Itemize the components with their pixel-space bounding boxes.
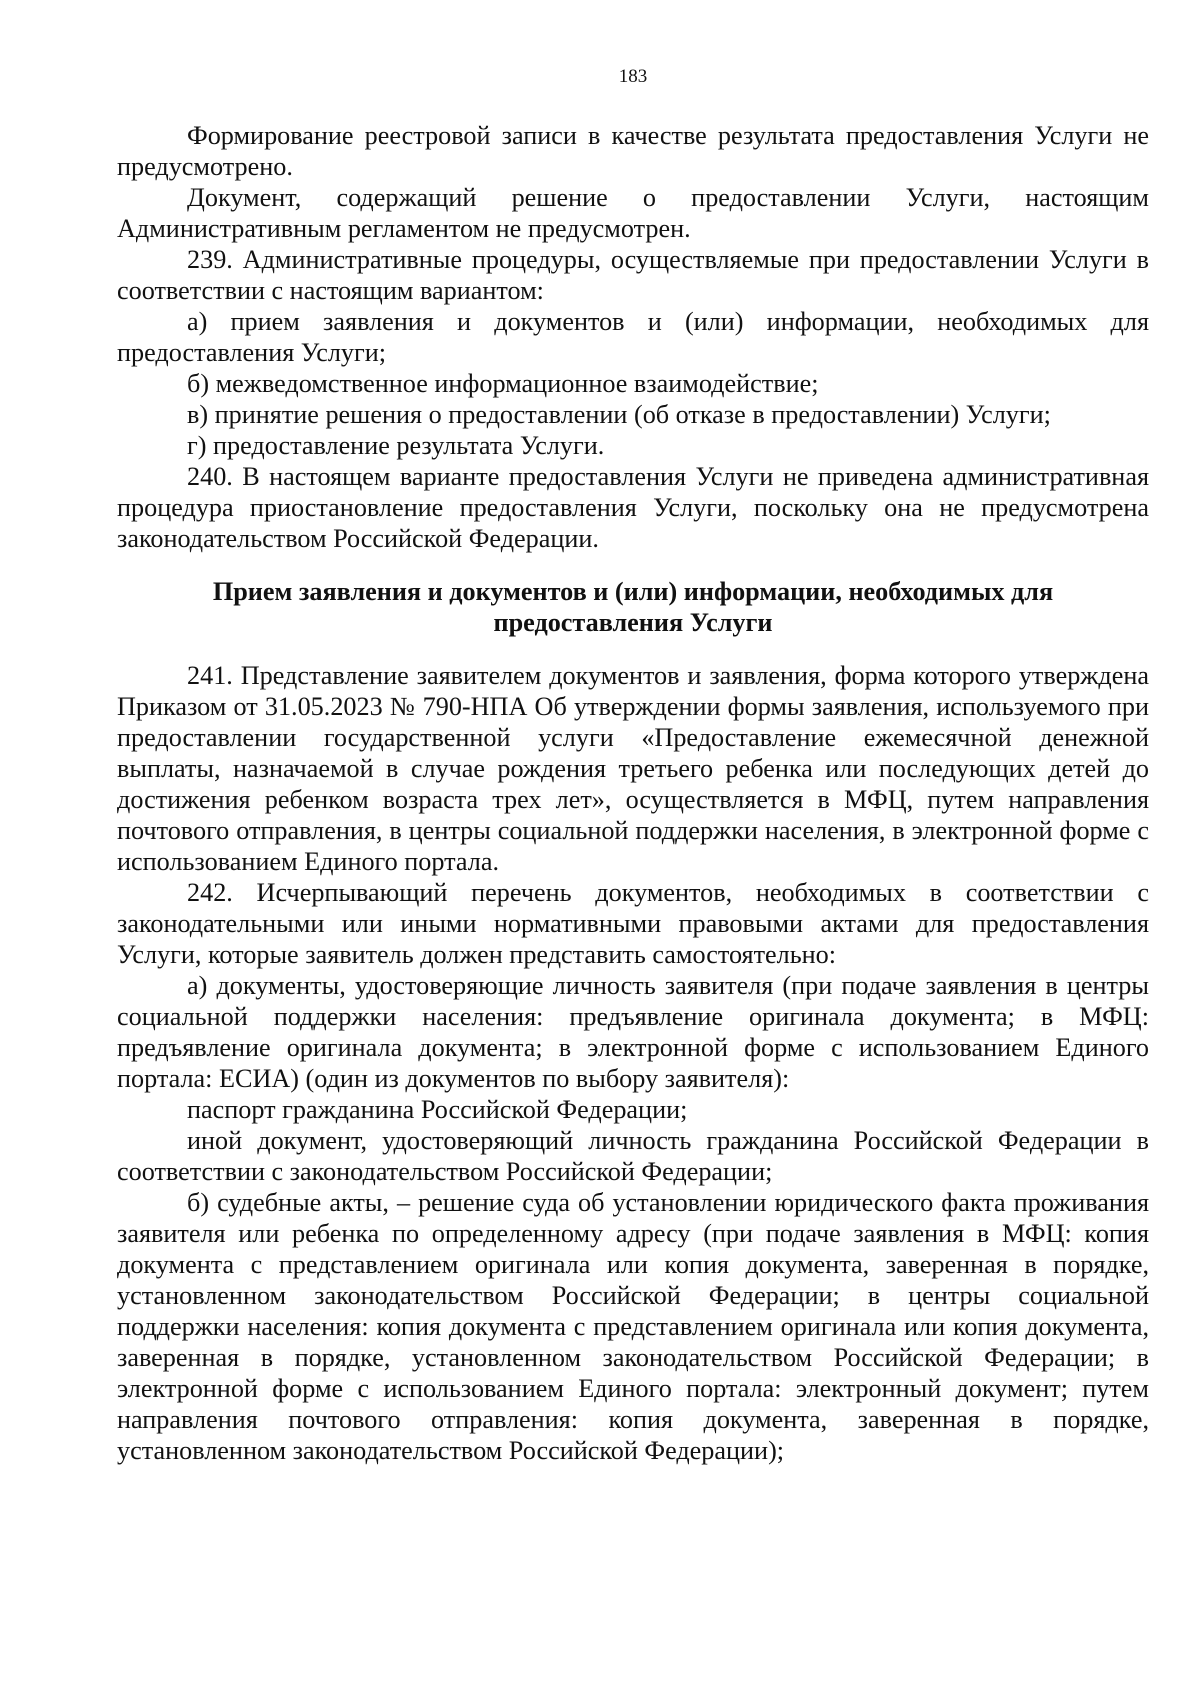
list-item-identity-docs: а) документы, удостоверяющие личность заявителя (при подаче заявления в центры социальной поддержки населения: предъявление оригинала документа; в МФЦ: предъявление оригинала документа; в электронной форме с использованием Единого портала: ЕСИА) (один из документов по выбору заявителя): (117, 971, 1149, 1093)
paragraph-240: 240. В настоящем варианте предоставления Услуги не приведена административная процедура приостановление предоставления Услуги, поскольку она не предусмотрена законодательством Российской Федерации. (117, 462, 1149, 553)
section-heading: Прием заявления и документов и (или) информации, необходимых для предоставления Услуги (212, 577, 1054, 637)
paragraph-239: 239. Административные процедуры, осуществляемые при предоставлении Услуги в соответствии с настоящим вариантом: (117, 245, 1149, 305)
list-item-v: в) принятие решения о предоставлении (об отказе в предоставлении) Услуги; (187, 400, 1051, 429)
list-item-court-acts: б) судебные акты, – решение суда об установлении юридического факта проживания заявителя или ребенка по определенному адресу (при подаче заявления в МФЦ: копия документа с представлением оригинала или копия документа, заверенная в порядке, установленном законодательством Российской Федерации; в центры социальной поддержки населения: копия документа с представлением оригинала или копия документа, заверенная в порядке, установленном законодательством Российской Федерации; в электронной форме с использованием Единого портала: электронный документ; путем направления почтового отправления: копия документа, заверенная в порядке, установленном законодательством Российской Федерации); (117, 1188, 1149, 1465)
paragraph-241: 241. Представление заявителем документов и заявления, форма которого утверждена Приказом от 31.05.2023 № 790-НПА Об утверждении формы заявления, используемого при предоставлении государственной услуги «Предоставление ежемесячной денежной выплаты, назначаемой в случае рождения третьего ребенка или последующих детей до достижения ребенком возраста трех лет», осуществляется в МФЦ, путем направления почтового отправления, в центры социальной поддержки населения, в электронной форме с использованием Единого портала. (117, 661, 1149, 876)
document-body (117, 120, 1149, 1466)
list-item-a: а) прием заявления и документов и (или) информации, необходимых для предоставления Услуги; (117, 307, 1149, 367)
list-item-b: б) межведомственное информационное взаимодействие; (187, 369, 819, 398)
list-item-other-id: иной документ, удостоверяющий личность гражданина Российской Федерации в соответствии с законодательством Российской Федерации; (117, 1126, 1149, 1186)
list-item-passport: паспорт гражданина Российской Федерации; (187, 1095, 688, 1124)
list-item-g: г) предоставление результата Услуги. (187, 431, 605, 460)
paragraph-242: 242. Исчерпывающий перечень документов, необходимых в соответствии с законодательными или иными нормативными правовыми актами для предоставления Услуги, которые заявитель должен представить самостоятельно: (117, 878, 1149, 969)
paragraph-decision-document: Документ, содержащий решение о предоставлении Услуги, настоящим Административным регламентом не предусмотрен. (117, 183, 1149, 243)
page-number: 183 (618, 66, 648, 87)
paragraph-registry-record: Формирование реестровой записи в качестве результата предоставления Услуги не предусмотрено. (117, 121, 1149, 181)
